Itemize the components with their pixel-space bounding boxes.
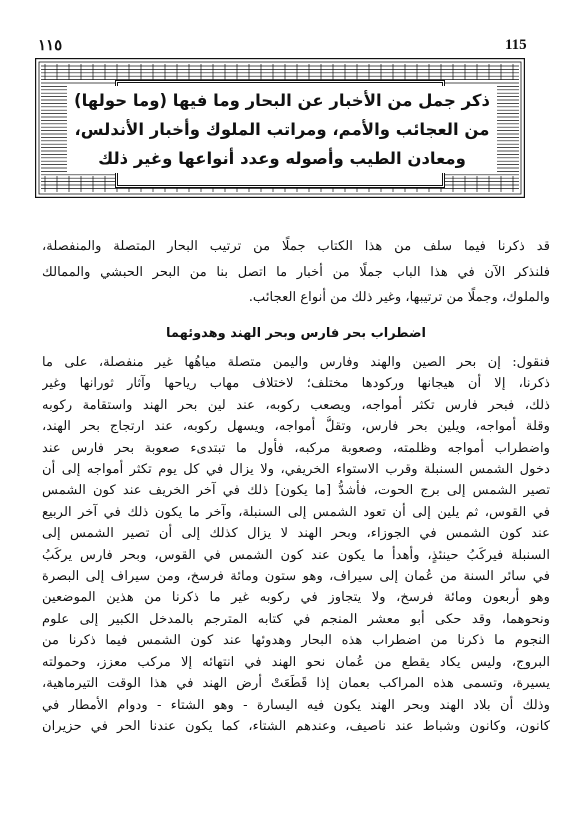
body-line: واضطراب أمواجه وظلمته، وصعوبة مركبه، فأول ما تبتدىء صعوبة بحر فارس عند — [42, 440, 550, 456]
body-paragraph — [42, 352, 550, 737]
body-line: في القوس، ثم يلين إلى أن تعود الشمس إلى السنبلة، وآخر ما يكون ذلك في آخر الربيع — [42, 504, 550, 520]
title-line-3: ومعادن الطيب وأصوله وعدد أنواعها وغير ذلك — [67, 144, 497, 173]
body-line: يسيرة، وتسمى هذه المراكب بعمان إذا قَطَعَتْ أرض الهند في هذا الوقت التيرماهية، — [42, 676, 550, 692]
title-line-1: ذكر جمل من الأخبار عن البحار وما فيها (وما حولها) — [67, 86, 497, 115]
body-line: وهو أربعون ومائة فرسخ، ولا يتجاوز في ركوبه غير ما ذكرنا من هذين الموضعين — [42, 590, 550, 606]
body-line: دخول الشمس السنبلة وقرب الاستواء الخريفي، ولا يزال في كل يوم تكثر أمواجه إلى أن — [42, 462, 550, 478]
page-number-latin: 115 — [505, 37, 527, 53]
body-line: فنقول: إن بحر الصين والهند وفارس واليمن متصلة مياهُها غير منفصلة، على ما — [42, 355, 550, 370]
title-line-2: من العجائب والأمم، ومراتب الملوك وأخبار الأندلس، — [67, 115, 497, 144]
body-line: ونحوهما، وقد حكى أبو معشر المنجم في كتابه المترجم بالمدخل الكبير إلى علوم — [42, 611, 550, 627]
body-line: ذكرنا، إلا أن هيجانها وركودها مختلف؛ لاختلاف مهاب رياحها وآثار ثورانها وغير — [42, 376, 550, 392]
body-line: عند كون الشمس في الجوزاء، وبحر الهند لا يزال كذلك إلى أن تصير الشمس إلى — [42, 526, 550, 542]
body-line: تصير الشمس إلى برج الحوت، فأشدُّ [ما يكون] ذلك في آخر الخريف عند كون الشمس — [42, 483, 550, 499]
body-line: ذلك، فبحر فارس تكثر أمواجه، ويصعب ركوبه، عند لين بحر الهند واستقامة ركوبه — [42, 397, 550, 413]
intro-line: والملوك، وجملًا من ترتيبها، وغير ذلك من أنواع العجائب. — [248, 290, 550, 305]
body-line: في سائر السنة من عُمان إلى سيراف، وهو ستون ومائة فرسخ، ومن سيراف إلى البصرة — [42, 569, 550, 585]
body-line: النجوم ما ذكرنا من اضطراب هذه البحار وهدوئها عند كون الشمس فيما ذكرنا من — [42, 633, 550, 649]
intro-line: قد ذكرنا فيما سلف من هذا الكتاب جملًا من ترتيب البحار المتصلة والمنفصلة، — [42, 239, 550, 254]
body-line: البروج، وليس يكاد يقطع من عُمان نحو الهند في انتهائه إلا مركب معزز، وحمولته — [42, 654, 550, 670]
body-line: كانون، وكانون وشباط عند ناصيف، وعندهم الشتاء، كما يكون عندنا الحر في حزيران — [42, 718, 550, 734]
body-line: وذلك أن بلاد الهند وبحر الهند يكون فيه اليسارة - وهو الشتاء - ودوام الأمطار في — [42, 697, 550, 713]
intro-paragraph — [42, 234, 550, 311]
chapter-title — [67, 86, 497, 173]
intro-line: فلنذكر الآن في هذا الباب جملًا من أخبار ما اتصل بنا من البحر الحبشي والممالك — [42, 264, 550, 280]
section-heading: اضطراب بحر فارس وبحر الهند وهدوئهما — [166, 326, 426, 341]
body-line: السنبلة فيركَبُ حينئذٍ، وأهدأ ما يكون عند كون الشمس في القوس، وبحر فارس يركَبُ — [42, 547, 550, 563]
page-number-arabic: ١١٥ — [38, 36, 63, 54]
title-frame — [35, 58, 525, 198]
body-line: وقلة أمواجه، ويلين بحر فارس، وتقلُّ أمواجه، ويسهل ركوبه، عند ارتجاج بحر الهند، — [42, 419, 550, 435]
